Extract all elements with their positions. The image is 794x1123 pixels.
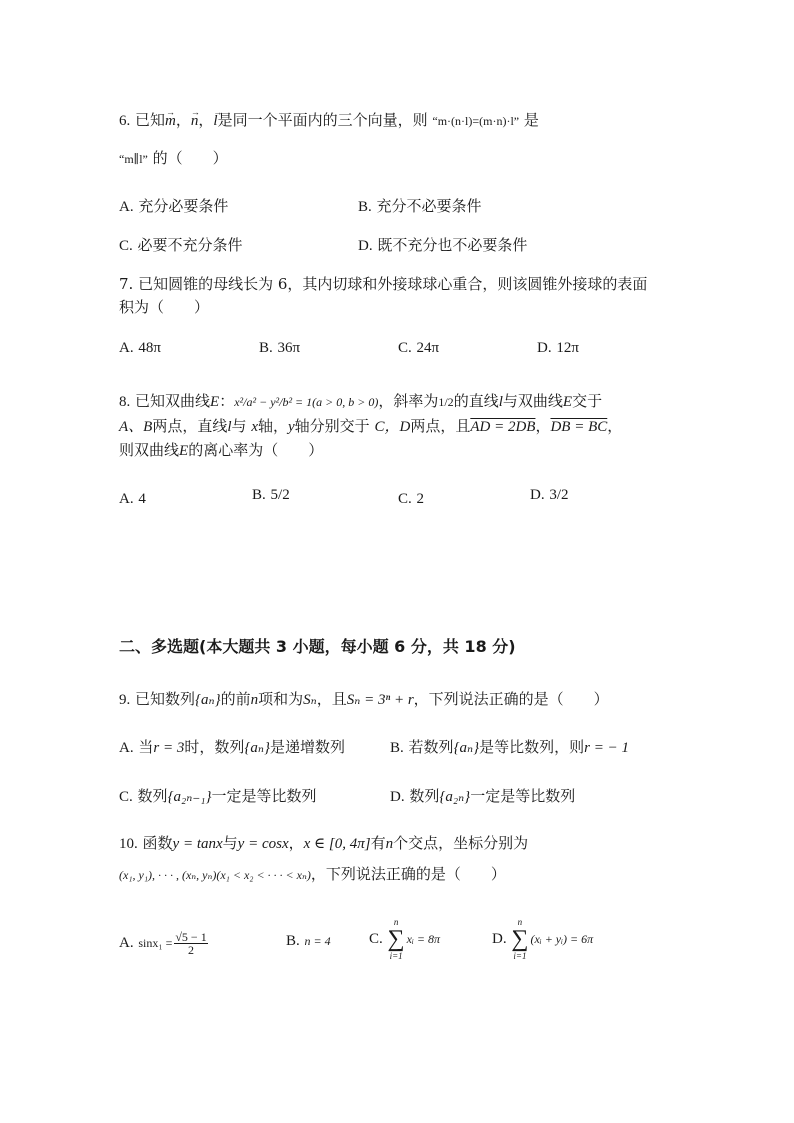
q7-stem-line2: 积为（ ） bbox=[119, 298, 210, 316]
q8-vector-eq2: DB = BC bbox=[550, 419, 608, 435]
q8-stem-line2: A、B两点，直线l与 x轴，y轴分别交于 C，D两点，且AD = 2DB，DB = BC， bbox=[119, 417, 623, 435]
q7-option-a[interactable]: A. 48π bbox=[119, 340, 161, 356]
q9-formula: Sₙ = 3ⁿ + r bbox=[346, 692, 414, 708]
q6-parallel: “m∥l” bbox=[119, 152, 148, 166]
q7-stem: 7. 已知圆锥的母线长为 6，其内切球和外接球球心重合，则该圆锥外接球的表面 bbox=[119, 275, 648, 293]
q10-option-d[interactable]: D. n ∑ i=1 (xᵢ + yᵢ) = 6π bbox=[492, 917, 594, 961]
q10-fraction: $\frac{√5 - 1}{2}$ bbox=[175, 929, 207, 957]
q8-option-d[interactable]: D. 3/2 bbox=[530, 487, 569, 503]
q10-stem-line2: (x₁, y₁), · · · , (xₙ, yₙ)(x₁ < x₂ < · · · < xₙ)，下列说法正确的是（ ） bbox=[119, 865, 506, 883]
q8-equation: x²/a² − y²/b² = 1(a > 0, b > 0) bbox=[234, 395, 379, 409]
q8-option-a[interactable]: A. 4 bbox=[119, 491, 146, 507]
q9-option-c[interactable]: C. 数列{a₂ₙ₋₁}一定是等比数列 bbox=[119, 787, 317, 805]
q9-stem: 9. 已知数列{aₙ}的前n项和为Sₙ，且Sₙ = 3ⁿ + r，下列说法正确的是（ ） bbox=[119, 690, 609, 708]
q9-option-a[interactable]: A. 当r = 3时，数列{aₙ}是递增数列 bbox=[119, 738, 345, 756]
q8-stem-line3: 则双曲线E的离心率为（ ） bbox=[119, 441, 324, 459]
q6-stem: 6. 已知→ m，→ n，→ l是同一个平面内的三个向量，则 “m·(n·l)=(m·n)·l” 是 bbox=[119, 110, 539, 131]
q6-option-d[interactable]: D. 既不充分也不必要条件 bbox=[358, 236, 528, 254]
q8-slope: 1/2 bbox=[438, 395, 454, 409]
q6-option-b[interactable]: B. 充分不必要条件 bbox=[358, 197, 482, 215]
q8-option-b[interactable]: B. 5/2 bbox=[252, 487, 290, 503]
q6-condition: “m·(n·l)=(m·n)·l” bbox=[432, 114, 520, 128]
q9-option-b[interactable]: B. 若数列{aₙ}是等比数列，则r = − 1 bbox=[390, 738, 629, 756]
sum-symbol: n ∑ i=1 bbox=[387, 917, 405, 961]
q8-stem: 8. 已知双曲线E：x²/a² − y²/b² = 1(a > 0, b > 0)，斜率为1/2的直线l与双曲线E交于 bbox=[119, 392, 603, 410]
section-heading: 二、多选题(本大题共 3 小题，每小题 6 分，共 18 分) bbox=[119, 637, 516, 656]
sum-symbol: n ∑ i=1 bbox=[511, 917, 529, 961]
q6-stem-line2: “m∥l” 的（ ） bbox=[119, 149, 228, 167]
q7-option-b[interactable]: B. 36π bbox=[259, 340, 301, 356]
q10-stem: 10. 函数y = tanx与y = cosx，x ∈ [0, 4π]有n个交点，坐标分别为 bbox=[119, 834, 529, 852]
q10-option-a[interactable]: A. sinx₁ = $\frac{√5 - 1}{2}$ bbox=[119, 929, 207, 957]
q7-option-d[interactable]: D. 12π bbox=[537, 340, 579, 356]
q10-points: (x₁, y₁), · · · , (xₙ, yₙ)(x₁ < x₂ < · · · < xₙ) bbox=[119, 868, 311, 882]
q10-option-b[interactable]: B. n = 4 bbox=[286, 933, 331, 949]
q6-option-c[interactable]: C. 必要不充分条件 bbox=[119, 236, 243, 254]
q10-option-c[interactable]: C. n ∑ i=1 xᵢ = 8π bbox=[369, 917, 440, 961]
q7-option-c[interactable]: C. 24π bbox=[398, 340, 440, 356]
q8-vector-eq1: AD = 2DB bbox=[470, 419, 536, 435]
q6-option-a[interactable]: A. 充分必要条件 bbox=[119, 197, 229, 215]
q8-option-c[interactable]: C. 2 bbox=[398, 491, 425, 507]
q9-option-d[interactable]: D. 数列{a₂ₙ}一定是等比数列 bbox=[390, 787, 576, 805]
